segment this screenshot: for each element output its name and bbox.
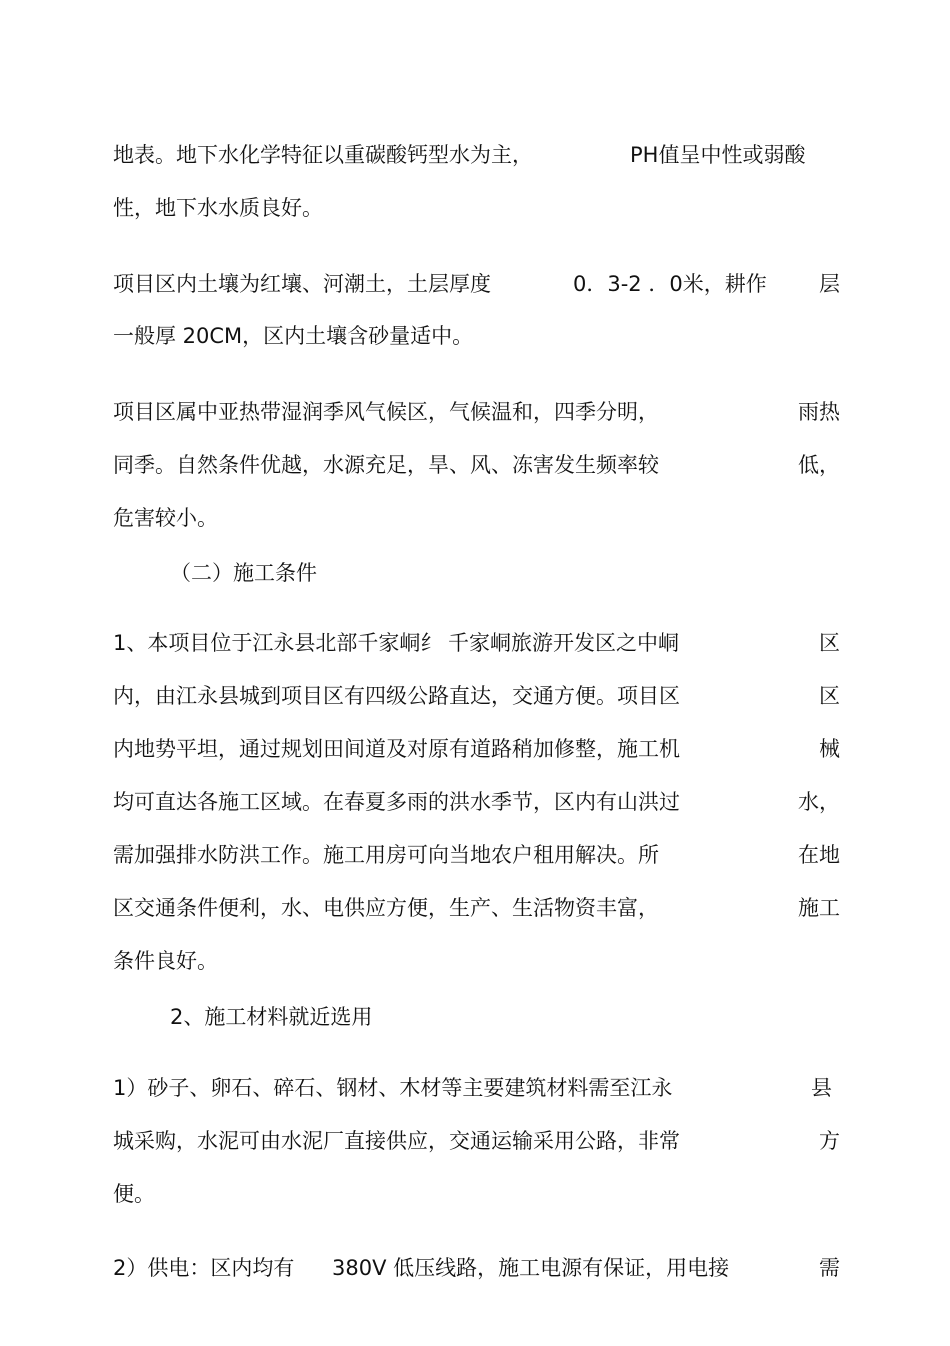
text-segment: 区 <box>819 684 840 708</box>
text-segment: 一般厚 20CM，区内土壤含砂量适中。 <box>113 324 474 348</box>
text-line <box>113 1072 840 1104</box>
text-line <box>113 892 840 924</box>
text-line <box>113 1178 840 1210</box>
text-segment: 内，由江永县城到项目区有四级公路直达，交通方便。项目区 <box>113 684 680 708</box>
section-heading <box>113 557 840 589</box>
text-segment: 危害较小。 <box>113 506 218 530</box>
text-segment: 性，地下水水质良好。 <box>113 196 323 220</box>
section-heading <box>113 1001 840 1033</box>
text-segment: 城采购，水泥可由水泥厂直接供应，交通运输采用公路，非常 <box>113 1129 680 1153</box>
text-segment: 雨热 <box>798 400 840 424</box>
text-segment: 2、施工材料就近选用 <box>170 1005 373 1029</box>
text-segment: 层 <box>819 272 840 296</box>
text-segment: 均可直达各施工区域。在春夏多雨的洪水季节，区内有山洪过 <box>113 790 680 814</box>
text-segment: （二）施工条件 <box>170 561 317 585</box>
text-segment: 条件良好。 <box>113 949 218 973</box>
text-line <box>113 945 840 977</box>
text-line <box>113 396 840 428</box>
text-line <box>113 680 840 712</box>
text-segment: 方 <box>819 1129 840 1153</box>
text-segment: 380V 低压线路，施工电源有保证，用电接 <box>332 1256 730 1280</box>
text-segment: 同季。自然条件优越，水源充足，旱、风、冻害发生频率较 <box>113 453 659 477</box>
text-segment: 在地 <box>798 843 840 867</box>
text-segment: 需 <box>819 1256 840 1280</box>
text-segment: 区 <box>819 631 840 655</box>
text-segment: 2）供电：区内均有 <box>113 1256 295 1280</box>
text-segment: 便。 <box>113 1182 155 1206</box>
text-segment: 项目区属中亚热带湿润季风气候区，气候温和，四季分明， <box>113 400 659 424</box>
text-segment: 0．3-2 ．0米，耕作 <box>573 272 767 296</box>
text-line <box>113 786 840 818</box>
text-line <box>113 502 840 534</box>
text-segment: 1）砂子、卵石、碎石、钢材、木材等主要建筑材料需至江永 <box>113 1076 673 1100</box>
text-line <box>113 733 840 765</box>
text-line <box>113 627 840 659</box>
text-segment: 内地势平坦，通过规划田间道及对原有道路稍加修整，施工机 <box>113 737 680 761</box>
text-segment: 水， <box>798 790 840 814</box>
text-line <box>113 192 840 224</box>
text-line <box>113 449 840 481</box>
text-line <box>113 139 840 171</box>
text-segment: 施工 <box>798 896 840 920</box>
text-line <box>113 1125 840 1157</box>
text-segment: 县 <box>811 1076 832 1100</box>
text-segment: 械 <box>819 737 840 761</box>
text-segment: 1、本项目位于江永县北部千家峒纟 千家峒旅游开发区之中峒 <box>113 631 680 655</box>
text-line <box>113 320 840 352</box>
text-segment: 区交通条件便利，水、电供应方便，生产、生活物资丰富， <box>113 896 659 920</box>
text-line <box>113 1252 840 1284</box>
text-segment: 需加强排水防洪工作。施工用房可向当地农户租用解决。所 <box>113 843 659 867</box>
text-line <box>113 268 840 300</box>
text-segment: 地表。地下水化学特征以重碳酸钙型水为主， <box>113 143 533 167</box>
text-segment: 项目区内土壤为红壤、河潮土，土层厚度 <box>113 272 491 296</box>
text-line <box>113 839 840 871</box>
text-segment: PH值呈中性或弱酸 <box>630 143 806 167</box>
text-segment: 低， <box>798 453 840 477</box>
